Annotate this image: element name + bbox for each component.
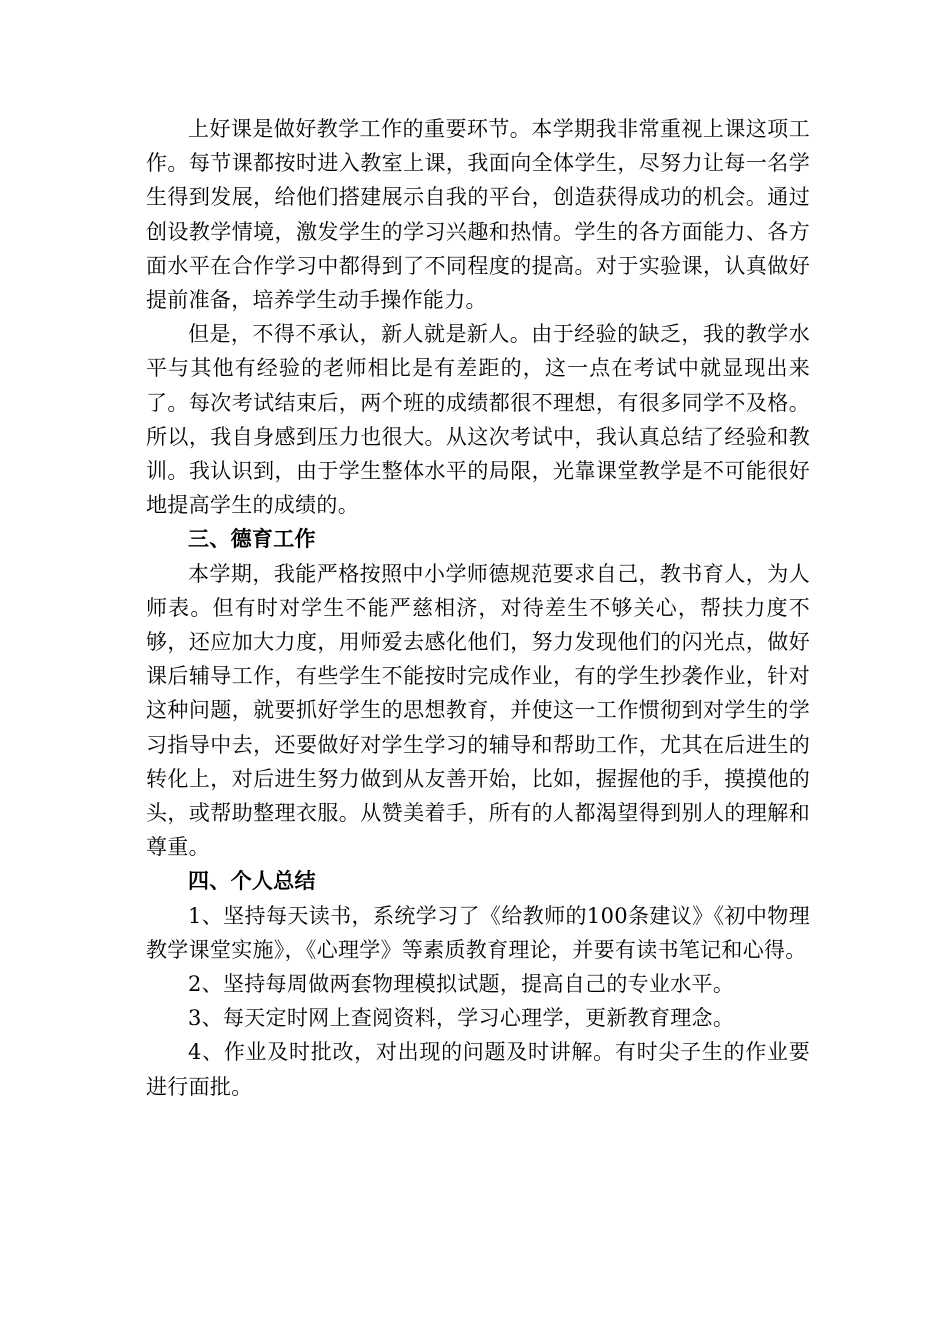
document-body — [146, 112, 810, 1104]
list-item-research: 3、每天定时网上查阅资料，学习心理学，更新教育理念。 — [188, 1006, 735, 1031]
paragraph-reflection: 但是，不得不承认，新人就是新人。由于经验的缺乏，我的教学水平与其他有经验的老师相比是有差距的，这一点在考试中就显现出来了。每次考试结束后，两个班的成绩都很不理想，有很多同学不及格。所以，我自身感到压力也很大。从这次考试中，我认真总结了经验和教训。我认识到，由于学生整体水平的局限，光靠课堂教学是不可能很好地提高学生的成绩的。 — [146, 322, 810, 518]
list-item-reading: 1、坚持每天读书，系统学习了《给教师的100条建议》《初中物理教学课堂实施》，《心理学》等素质教育理论，并要有读书笔记和心得。 — [146, 903, 810, 962]
list-item-homework: 4、作业及时批改，对出现的问题及时讲解。有时尖子生的作业要进行面批。 — [146, 1040, 810, 1099]
list-item-practice: 2、坚持每周做两套物理模拟试题，提高自己的专业水平。 — [188, 972, 735, 997]
section-heading-moral-education: 三、德育工作 — [188, 527, 316, 552]
section-heading-personal-summary: 四、个人总结 — [188, 869, 316, 894]
paragraph-moral-education: 本学期，我能严格按照中小学师德规范要求自己，教书育人，为人师表。但有时对学生不能严慈相济，对待差生不够关心，帮扶力度不够，还应加大力度，用师爱去感化他们，努力发现他们的闪光点，做好课后辅导工作，有些学生不能按时完成作业，有的学生抄袭作业，针对这种问题，就要抓好学生的思想教育，并使这一工作惯彻到对学生的学习指导中去，还要做好对学生学习的辅导和帮助工作，尤其在后进生的转化上，对后进生努力做到从友善开始，比如，握握他的手，摸摸他的头，或帮助整理衣服。从赞美着手，所有的人都渴望得到别人的理解和尊重。 — [146, 561, 810, 860]
paragraph-teaching: 上好课是做好教学工作的重要环节。本学期我非常重视上课这项工作。每节课都按时进入教室上课，我面向全体学生，尽努力让每一名学生得到发展，给他们搭建展示自我的平台，创造获得成功的机会。通过创设教学情境，激发学生的学习兴趣和热情。学生的各方面能力、各方面水平在合作学习中都得到了不同程度的提高。对于实验课，认真做好提前准备，培养学生动手操作能力。 — [146, 117, 810, 313]
